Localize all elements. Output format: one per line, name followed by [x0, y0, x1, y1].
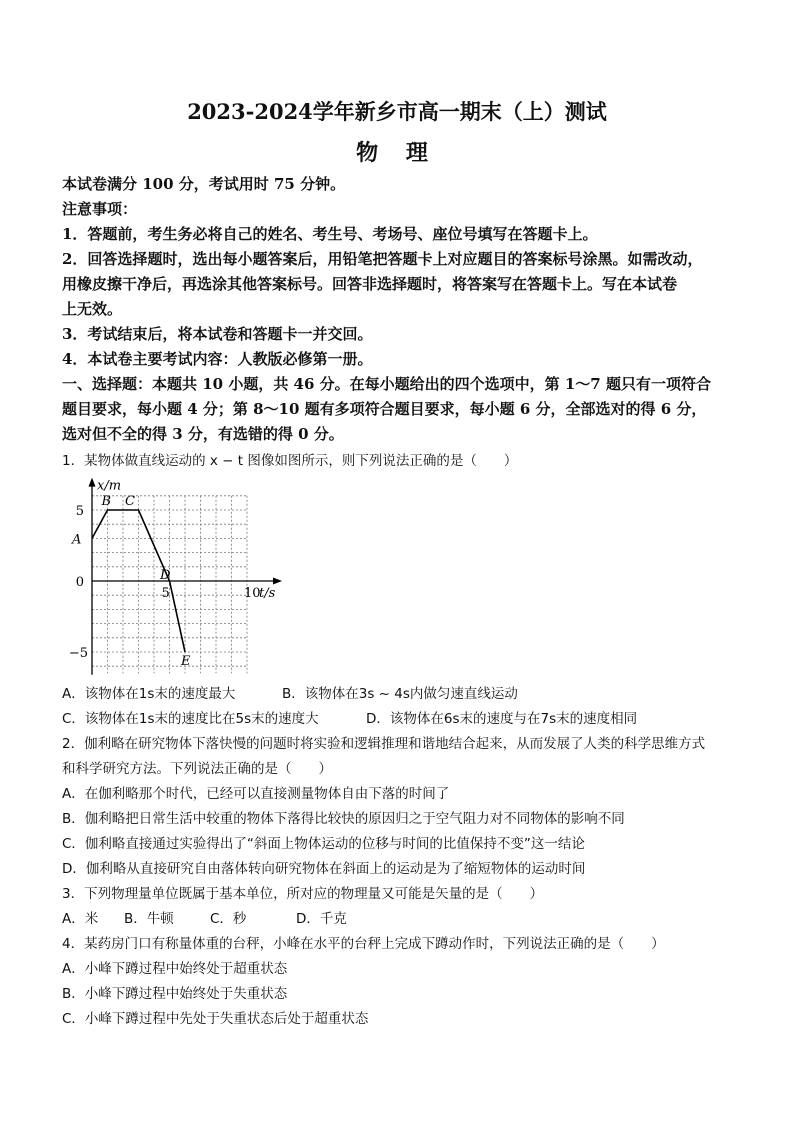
section1-line2: 题目要求，每小题 4 分；第 8～10 题有多项符合题目要求，每小题 6 分，全部选对的得 6 分，	[62, 400, 707, 418]
exam-title: 2023-2024学年新乡市高一期末（上）测试	[187, 99, 607, 124]
y-tick-label: 5	[75, 504, 84, 519]
notice-title: 注意事项：	[62, 200, 138, 218]
q3-stem: 3．下列物理量单位既属于基本单位，所对应的物理量又可能是矢量的是（ ）	[62, 886, 544, 902]
x-tick-label: 5	[161, 586, 170, 601]
notice-2a: 2．回答选择题时，选出每小题答案后，用铅笔把答题卡上对应题目的答案标号涂黑。如需改动，	[62, 250, 703, 268]
point-label-c: C	[125, 494, 135, 509]
section1-line3: 选对但不全的得 3 分，有选错的得 0 分。	[62, 425, 344, 443]
q1-option-c[interactable]: C．该物体在1s末的速度比在5s末的速度大	[62, 711, 319, 727]
q2-option-a[interactable]: A．在伽利略那个时代，已经可以直接测量物体自由下落的时间了	[62, 786, 450, 802]
x-tick-label: 10	[244, 586, 261, 601]
point-label-e: E	[181, 654, 191, 669]
y-tick-label: 0	[75, 575, 84, 590]
q3-option-b[interactable]: B．牛顿	[124, 911, 174, 927]
y-tick-label: −5	[68, 646, 88, 661]
q2-option-d[interactable]: D．伽利略从直接研究自由落体转向研究物体在斜面上的运动是为了缩短物体的运动时间	[62, 861, 586, 877]
q1-option-b[interactable]: B．该物体在3s ~ 4s内做匀速直线运动	[282, 686, 518, 702]
score-line: 本试卷满分 100 分，考试用时 75 分钟。	[62, 175, 346, 193]
q1-option-a[interactable]: A．该物体在1s末的速度最大	[62, 686, 236, 702]
x-axis-label: t/s	[259, 586, 276, 601]
xt-graph	[58, 474, 276, 674]
q1-option-d[interactable]: D．该物体在6s末的速度与在7s末的速度相同	[366, 711, 638, 727]
q3-option-d[interactable]: D．千克	[296, 911, 347, 927]
section1-line1: 一、选择题：本题共 10 小题，共 46 分。在每小题给出的四个选项中，第 1～7 题只有一项符合	[62, 375, 711, 393]
notice-1: 1．答题前，考生务必将自己的姓名、考生号、考场号、座位号填写在答题卡上。	[62, 225, 598, 243]
q3-option-c[interactable]: C．秒	[210, 911, 247, 927]
notice-3: 3．考试结束后，将本试卷和答题卡一并交回。	[62, 325, 373, 343]
point-label-a: A	[72, 532, 82, 548]
notice-2c: 上无效。	[62, 300, 123, 318]
q3-option-a[interactable]: A．米	[62, 911, 99, 927]
y-axis-arrow	[89, 478, 96, 487]
notice-2b: 用橡皮擦干净后，再选涂其他答案标号。回答非选择题时，将答案写在答题卡上。写在本试卷	[62, 275, 678, 293]
q2-stem-line1: 2．伽利略在研究物体下落快慢的问题时将实验和逻辑推理和谐地结合起来，从而发展了人类的科学思维方式	[62, 736, 706, 752]
point-label-b: B	[101, 494, 112, 509]
point-label-d: D	[160, 568, 171, 583]
q4-option-a[interactable]: A．小峰下蹲过程中始终处于超重状态	[62, 961, 288, 977]
subject-title: 物 理	[356, 140, 438, 166]
q4-option-b[interactable]: B．小峰下蹲过程中始终处于失重状态	[62, 986, 288, 1002]
q4-option-c[interactable]: C．小峰下蹲过程中先处于失重状态后处于超重状态	[62, 1011, 369, 1027]
x-axis-arrow	[273, 578, 282, 585]
q2-option-b[interactable]: B．伽利略把日常生活中较重的物体下落得比较快的原因归之于空气阻力对不同物体的影响不同	[62, 811, 625, 827]
y-axis-label: x/m	[97, 478, 122, 494]
q2-option-c[interactable]: C．伽利略直接通过实验得出了“斜面上物体运动的位移与时间的比值保持不变”这一结论	[62, 836, 585, 852]
q2-stem-line2: 和科学研究方法。下列说法正确的是（ ）	[62, 761, 332, 777]
notice-4: 4．本试卷主要考试内容：人教版必修第一册。	[62, 350, 373, 368]
q4-stem: 4．某药房门口有称量体重的台秤，小峰在水平的台秤上完成下蹲动作时，下列说法正确的是（ ）	[62, 936, 665, 952]
q1-stem: 1．某物体做直线运动的 x − t 图像如图所示，则下列说法正确的是（ ）	[62, 453, 518, 469]
